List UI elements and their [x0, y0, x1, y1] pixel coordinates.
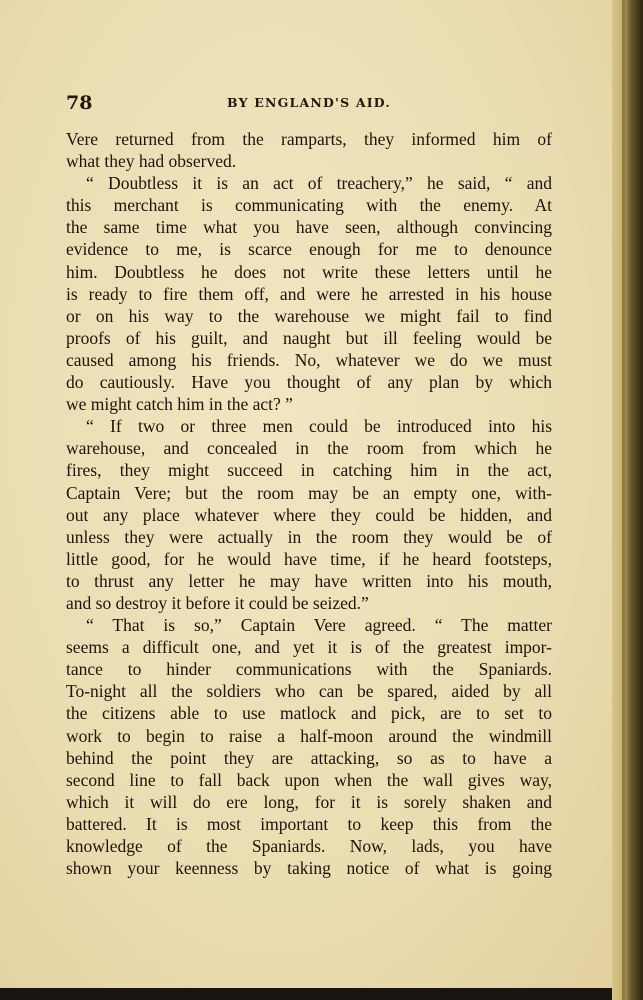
text-line: him. Doubtless he does not write these letters until he: [66, 261, 552, 282]
text-line: what they had observed.: [66, 151, 237, 172]
text-line: do cautiously. Have you thought of any plan by which: [66, 372, 552, 393]
text-line: knowledge of the Spaniards. Now, lads, you have: [66, 836, 552, 856]
text-line: unless they were actually in the room they would be of: [66, 526, 552, 547]
text-line: battered. It is most important to keep this from the: [66, 813, 552, 834]
text-line: which it will do ere long, for it is sorely shaken and: [66, 791, 552, 812]
text-line: is ready to fire them off, and were he arrested in his house: [66, 283, 552, 304]
text-line: To-night all the soldiers who can be spared, aided by all: [66, 681, 552, 702]
text-line: “ Doubtless it is an act of treachery,” he said, “ and: [86, 173, 552, 194]
text-line: proofs of his guilt, and naught but ill feeling would be: [66, 327, 552, 348]
text-line: we might catch him in the act? ”: [66, 394, 293, 415]
running-head: BY ENGLAND'S AID.: [227, 95, 391, 110]
text-line: second line to fall back upon when the wall gives way,: [66, 769, 552, 790]
text-line: Captain Vere; but the room may be an empty one, with-: [66, 482, 552, 503]
text-line: caused among his friends. No, whatever we do we must: [66, 349, 552, 370]
text-line: work to begin to raise a half-moon around the windmill: [66, 725, 552, 746]
text-line: seems a difficult one, and yet it is of the greatest impor-: [66, 637, 552, 658]
text-line: little good, for he would have time, if he heard footsteps,: [66, 548, 552, 569]
text-line: behind the point they are attacking, so as to have a: [66, 747, 552, 768]
body-text: [66, 128, 552, 879]
text-line: this merchant is communicating with the enemy. At: [66, 195, 552, 216]
text-line: “ If two or three men could be introduced into his: [86, 416, 552, 437]
page-header: [66, 92, 552, 114]
text-line: to thrust any letter he may have written into his mouth,: [66, 570, 552, 591]
book-edge: [612, 0, 643, 1000]
text-line: and so destroy it before it could be seized.”: [66, 592, 369, 613]
text-line: or on his way to the warehouse we might fail to find: [66, 305, 552, 326]
text-line: fires, they might succeed in catching him in the act,: [66, 460, 552, 481]
text-line: out any place whatever where they could be hidden, and: [66, 504, 552, 525]
text-line: “ That is so,” Captain Vere agreed. “ The matter: [86, 615, 552, 636]
text-line: warehouse, and concealed in the room from which he: [66, 438, 552, 459]
text-line: tance to hinder communications with the Spaniards.: [66, 659, 552, 680]
text-line: the same time what you have seen, although convincing: [66, 217, 552, 238]
page-number: 78: [66, 92, 93, 114]
text-line: the citizens able to use matlock and pick, are to set to: [66, 703, 552, 724]
page-gutter-shadow: [622, 0, 625, 1000]
text-line: Vere returned from the ramparts, they informed him of: [66, 129, 552, 149]
text-line: shown your keenness by taking notice of what is going: [66, 858, 552, 879]
text-line: evidence to me, is scarce enough for me to denounce: [66, 239, 552, 260]
